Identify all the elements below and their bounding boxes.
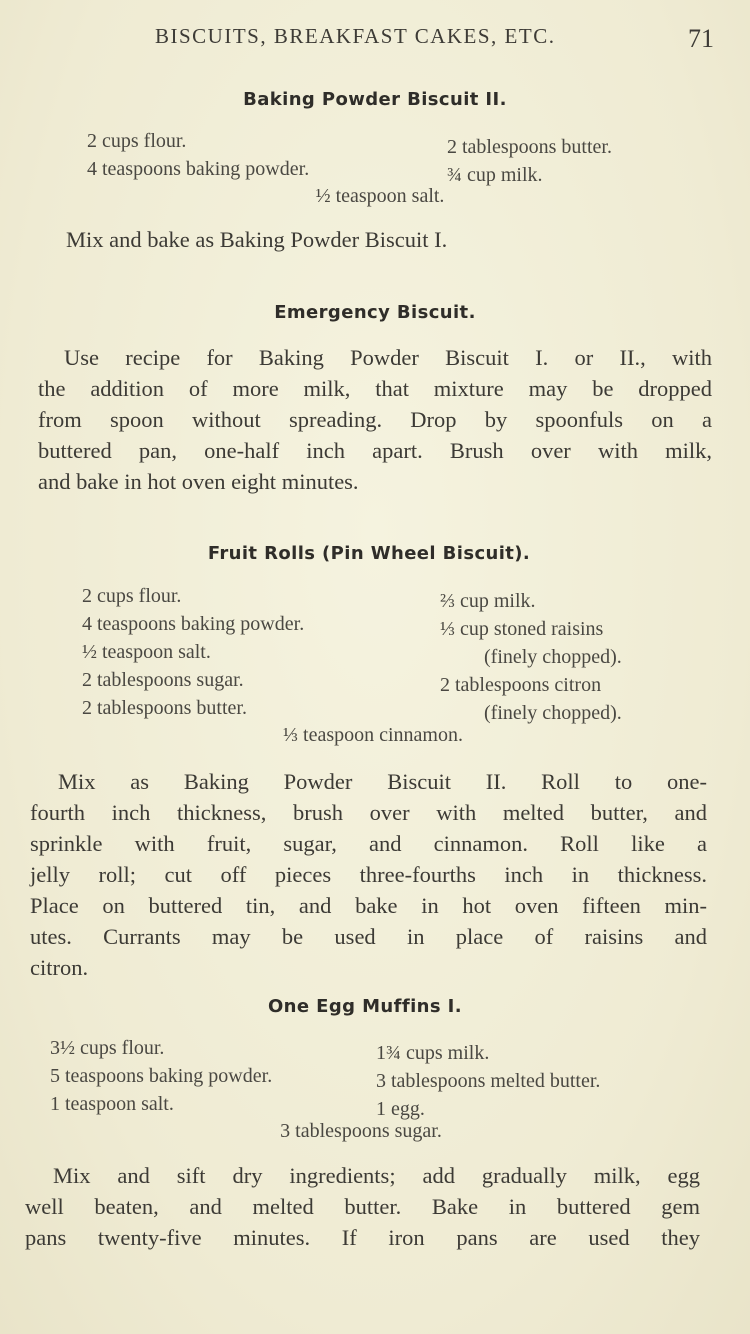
recipe-title-emergency-biscuit: Emergency Biscuit. bbox=[274, 302, 476, 323]
ingredient-item: 2 tablespoons citron bbox=[440, 674, 602, 696]
directions-line: from spoon without spreading. Drop by spoonfuls on a bbox=[38, 407, 712, 432]
running-head: BISCUITS, BREAKFAST CAKES, ETC. bbox=[155, 24, 556, 48]
ingredient-item: 2 cups flour. bbox=[87, 130, 187, 152]
recipe-title-baking-powder-biscuit-ii: Baking Powder Biscuit II. bbox=[243, 89, 507, 110]
ingredient-item: 2 tablespoons sugar. bbox=[82, 669, 244, 691]
ingredient-item: 1 teaspoon salt. bbox=[50, 1093, 174, 1115]
ingredient-item: ¾ cup milk. bbox=[447, 164, 543, 186]
ingredient-item: 3 tablespoons melted butter. bbox=[376, 1070, 601, 1092]
ingredients-left bbox=[82, 582, 304, 722]
ingredient-item: ⅔ cup milk. bbox=[440, 590, 536, 612]
directions-line: the addition of more milk, that mixture may be dropped bbox=[38, 376, 712, 401]
directions-line: Place on buttered tin, and bake in hot oven fifteen min- bbox=[30, 893, 707, 918]
directions-line: sprinkle with fruit, sugar, and cinnamon. Roll like a bbox=[30, 831, 707, 856]
directions-line: Mix and bake as Baking Powder Biscuit I. bbox=[66, 227, 448, 252]
ingredient-item: 4 teaspoons baking powder. bbox=[87, 158, 310, 180]
directions-line: pans twenty-five minutes. If iron pans are used they bbox=[25, 1225, 700, 1250]
directions-line: Use recipe for Baking Powder Biscuit I. or II., with bbox=[64, 345, 712, 370]
ingredient-item: 2 tablespoons butter. bbox=[447, 136, 612, 158]
directions-paragraph bbox=[66, 224, 566, 255]
ingredients-right bbox=[447, 133, 612, 189]
directions-paragraph bbox=[38, 342, 712, 497]
ingredients-left bbox=[87, 127, 309, 183]
ingredients-right bbox=[440, 587, 622, 727]
ingredient-item: 4 teaspoons baking powder. bbox=[82, 613, 305, 635]
ingredient-item: 3½ cups flour. bbox=[50, 1037, 165, 1059]
ingredient-item: 1¾ cups milk. bbox=[376, 1042, 490, 1064]
ingredient-item: ⅓ cup stoned raisins bbox=[440, 618, 604, 640]
ingredient-item: 1 egg. bbox=[376, 1098, 425, 1120]
recipe-title-one-egg-muffins-i: One Egg Muffins I. bbox=[267, 996, 462, 1017]
recipe-title-fruit-rolls: Fruit Rolls (Pin Wheel Biscuit). bbox=[207, 543, 531, 564]
ingredient-item: (finely chopped). bbox=[484, 702, 622, 724]
ingredient-center: ⅓ teaspoon cinnamon. bbox=[283, 724, 463, 746]
directions-paragraph bbox=[25, 1160, 700, 1253]
directions-line: utes. Currants may be used in place of raisins and bbox=[30, 924, 707, 949]
directions-line: buttered pan, one-half inch apart. Brush over with milk, bbox=[38, 438, 712, 463]
directions-line: well beaten, and melted butter. Bake in buttered gem bbox=[25, 1194, 700, 1219]
ingredient-item: 5 teaspoons baking powder. bbox=[50, 1065, 273, 1087]
directions-line: citron. bbox=[30, 955, 89, 980]
ingredient-item: (finely chopped). bbox=[484, 646, 622, 668]
ingredient-item: ½ teaspoon salt. bbox=[82, 641, 211, 663]
directions-paragraph bbox=[30, 766, 707, 983]
ingredients-right bbox=[376, 1039, 600, 1123]
ingredient-item: 2 tablespoons butter. bbox=[82, 697, 247, 719]
directions-line: fourth inch thickness, brush over with melted butter, and bbox=[30, 800, 707, 825]
ingredient-center: 3 tablespoons sugar. bbox=[280, 1120, 442, 1142]
directions-line: Mix and sift dry ingredients; add gradually milk, egg bbox=[53, 1163, 700, 1188]
ingredients-left bbox=[50, 1034, 272, 1118]
directions-line: Mix as Baking Powder Biscuit II. Roll to one- bbox=[58, 769, 707, 794]
page-number: 71 bbox=[688, 24, 714, 53]
directions-line: jelly roll; cut off pieces three-fourths inch in thickness. bbox=[30, 862, 707, 887]
directions-line: and bake in hot oven eight minutes. bbox=[38, 469, 359, 494]
ingredient-item: 2 cups flour. bbox=[82, 585, 182, 607]
ingredient-center: ½ teaspoon salt. bbox=[315, 185, 445, 207]
